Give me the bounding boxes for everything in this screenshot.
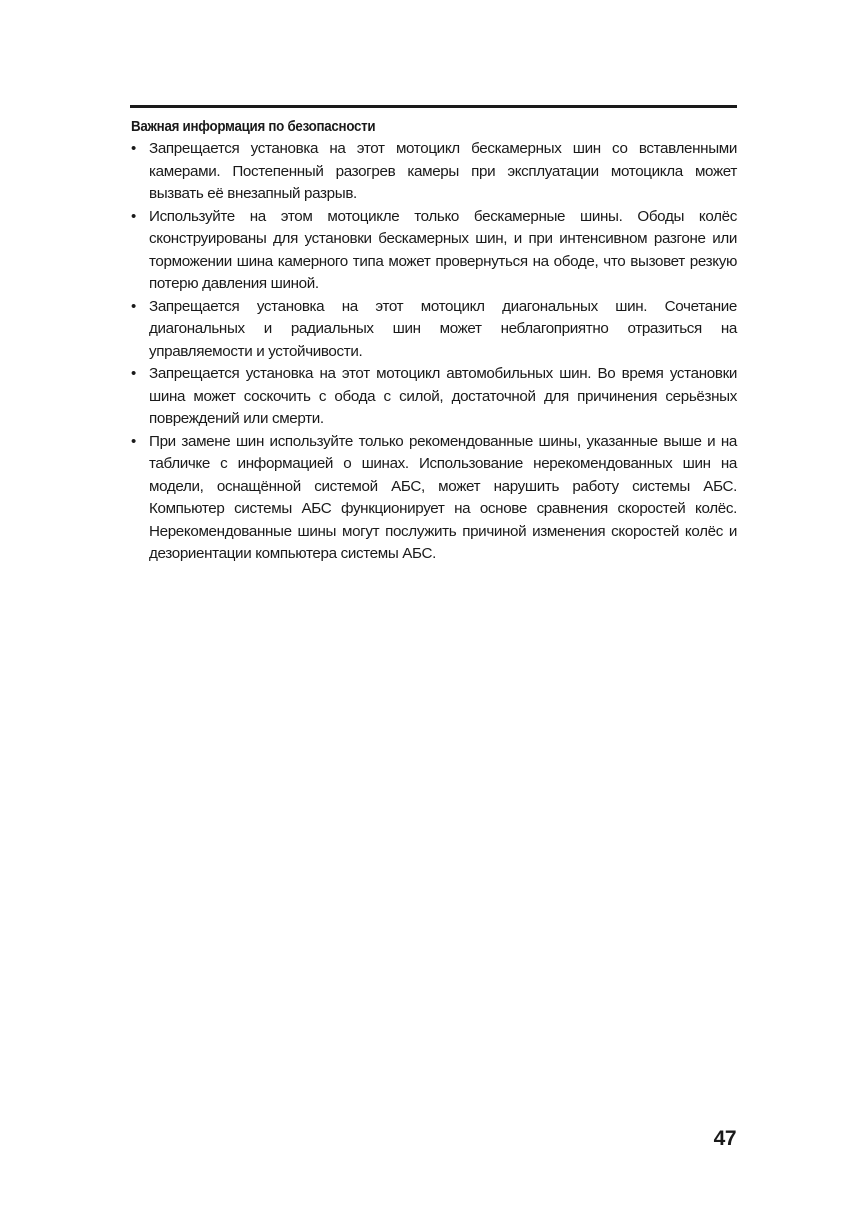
list-item-text: Запрещается установка на этот мотоцикл автомобильных шин. Во время установки шина может соскочить с обода с силой, достаточной для причинения серьёзных повреждений или смерти.	[149, 365, 737, 427]
list-item	[131, 206, 737, 296]
list-item	[131, 363, 737, 431]
section-heading: Важная информация по безопасности	[131, 119, 376, 135]
page-number: 47	[713, 1127, 736, 1150]
bullet-icon: •	[131, 207, 136, 225]
list-item-text: Используйте на этом мотоцикле только бескамерные шины. Ободы колёс сконструированы для установки бескамерных шин, и при интенсивном разгоне или торможении шина камерного типа может провернуться на ободе, что вызовет резкую потерю давления шиной.	[149, 207, 737, 292]
bullet-icon: •	[131, 297, 136, 315]
list-item	[131, 296, 737, 364]
safety-section	[131, 116, 737, 566]
top-divider-rule	[130, 105, 737, 108]
list-item-text: Запрещается установка на этот мотоцикл диагональных шин. Сочетание диагональных и радиальных шин может неблагоприятно отразиться на управляемости и устойчивости.	[149, 297, 737, 360]
bullet-icon: •	[131, 140, 136, 157]
list-item-text: Запрещается установка на этот мотоцикл бескамерных шин со вставленными камерами. Постепенный разогрев камеры при эксплуатации мотоцикла может вызвать её внезапный разрыв.	[149, 140, 737, 202]
bullet-icon: •	[131, 432, 136, 450]
list-item	[131, 138, 737, 206]
safety-list	[131, 138, 737, 566]
list-item	[131, 431, 737, 566]
bullet-icon: •	[131, 365, 136, 382]
list-item-text: При замене шин используйте только рекомендованные шины, указанные выше и на табличке с информацией о шинах. Использование нерекомендованных шин на модели, оснащённой системой АБС, может нарушить работу системы АБС. Компьютер системы АБС функционирует на основе сравнения скоростей колёс. Нерекомендованные шины могут послужить причиной изменения скоростей колёс и дезориентации компьютера системы АБС.	[149, 432, 737, 562]
